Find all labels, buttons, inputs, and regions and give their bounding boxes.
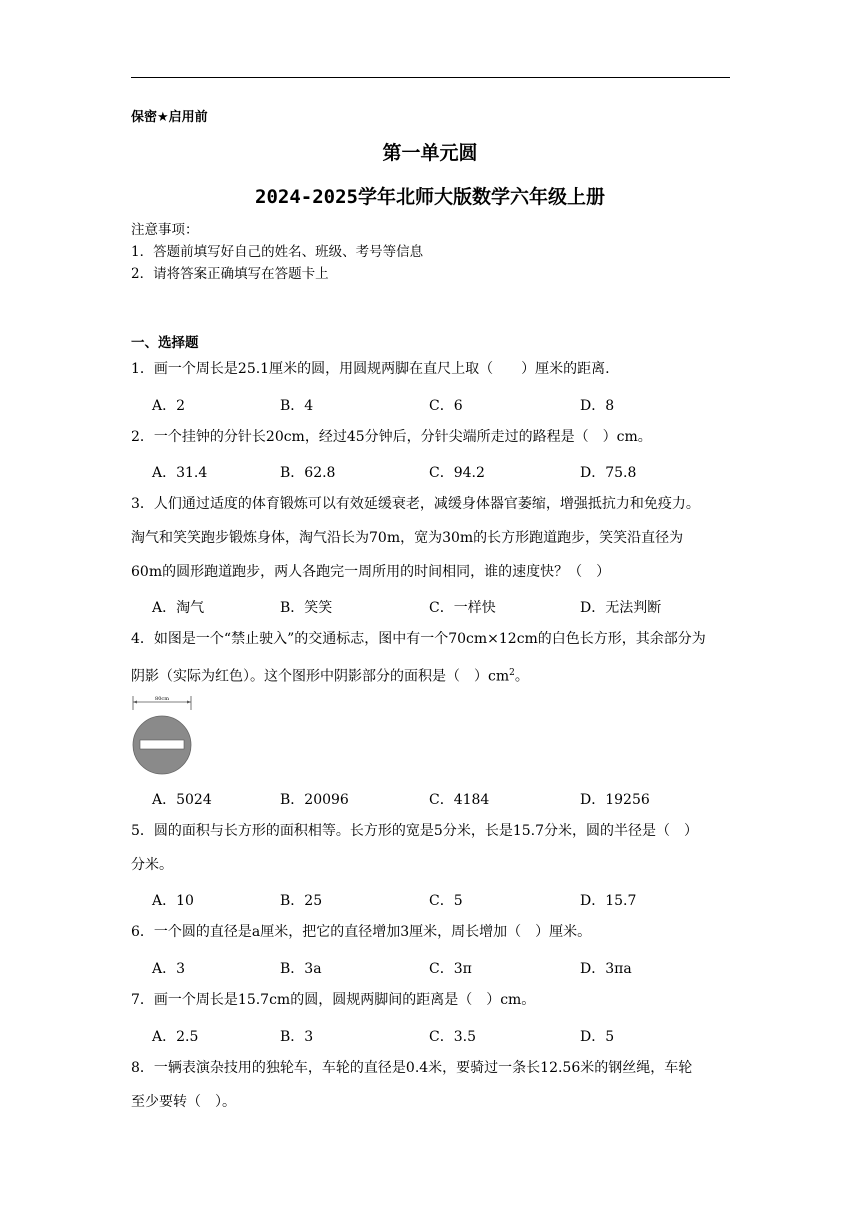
question-line: 1．画一个周长是25.1厘米的圆，用圆规两脚在直尺上取（ ）厘米的距离. — [131, 361, 610, 377]
option-b: B．25 — [280, 893, 323, 909]
question-2 — [131, 420, 731, 454]
notes-block — [131, 219, 423, 285]
question-line: 60m的圆形跑道跑步，两人各跑完一周所用的时间相同，谁的速度快？（ ） — [131, 564, 611, 580]
question-line: 8．一辆表演杂技用的独轮车，车轮的直径是0.4米，要骑过一条长12.56米的钢丝绳，车轮 — [131, 1060, 693, 1076]
no-entry-sign-figure — [131, 692, 193, 777]
sign-white-bar — [140, 740, 184, 749]
option-b: B．3a — [280, 961, 322, 977]
question-7-options — [152, 1026, 732, 1046]
option-d: D．3πa — [580, 961, 632, 977]
question-5 — [131, 814, 731, 882]
option-c: C．4184 — [429, 792, 490, 808]
secret-label: 保密★启用前 — [131, 110, 208, 125]
question-2-options — [152, 462, 732, 482]
option-a: A．5024 — [152, 792, 212, 808]
question-5-options — [152, 890, 732, 910]
question-8 — [131, 1051, 731, 1119]
option-c: C．一样快 — [429, 600, 496, 616]
question-line: 4．如图是一个“禁止驶入”的交通标志，图中有一个70cm×12cm的白色长方形，其余部分为 — [131, 631, 706, 647]
option-d: D．19256 — [580, 792, 650, 808]
option-b: B．62.8 — [280, 465, 336, 481]
option-b: B．笑笑 — [280, 600, 333, 616]
option-c: C．3.5 — [429, 1029, 476, 1045]
option-a: A．3 — [152, 961, 186, 977]
option-c: C．94.2 — [429, 465, 485, 481]
option-a: A．2.5 — [152, 1029, 199, 1045]
question-line: 至少要转（ ）。 — [131, 1094, 236, 1110]
question-7 — [131, 983, 731, 1017]
option-b: B．20096 — [280, 792, 349, 808]
question-line: 3．人们通过适度的体育锻炼可以有效延缓衰老，减缓身体器官萎缩，增强抵抗力和免疫力。 — [131, 496, 700, 512]
option-d: D．15.7 — [580, 893, 637, 909]
figure-dimension-label: 80cm — [155, 696, 169, 702]
option-c: C．6 — [429, 398, 463, 414]
question-line: 5．圆的面积与长方形的面积相等。长方形的宽是5分米，长是15.7分米，圆的半径是（ ） — [131, 823, 698, 839]
option-d: D．8 — [580, 398, 615, 414]
question-line: 7．画一个周长是15.7cm的圆，圆规两脚间的距离是（ ）cm。 — [131, 992, 536, 1008]
option-d: D．5 — [580, 1029, 615, 1045]
option-a: A．31.4 — [152, 465, 208, 481]
question-6 — [131, 915, 731, 949]
page-title: 第一单元圆 — [382, 142, 478, 164]
option-b: B．3 — [280, 1029, 314, 1045]
notes-item: 1．答题前填写好自己的姓名、班级、考号等信息 — [131, 244, 424, 260]
option-a: A．淘气 — [152, 600, 205, 616]
page-subtitle: 2024-2025学年北师大版数学六年级上册 — [255, 186, 605, 208]
question-4 — [131, 622, 731, 694]
question-line: 分米。 — [131, 857, 173, 873]
question-line: 2．一个挂钟的分针长20cm，经过45分钟后，分针尖端所走过的路程是（ ）cm。 — [131, 429, 652, 445]
option-a: A．10 — [152, 893, 194, 909]
question-3 — [131, 487, 731, 589]
question-line: 阴影（实际为红色）。这个图形中阴影部分的面积是（ ）$cm^2$。 — [131, 668, 529, 685]
question-1 — [131, 352, 731, 386]
option-a: A．2 — [152, 398, 186, 414]
option-d: D．75.8 — [580, 465, 637, 481]
section-title: 一、选择题 — [131, 335, 199, 351]
question-3-options — [152, 597, 732, 617]
header-rule — [131, 77, 730, 78]
question-line: 淘气和笑笑跑步锻炼身体，淘气沿长为70m，宽为30m的长方形跑道跑步，笑笑沿直径为 — [131, 530, 684, 546]
option-c: C．3π — [429, 961, 472, 977]
option-b: B．4 — [280, 398, 314, 414]
question-line: 6．一个圆的直径是a厘米，把它的直径增加3厘米，周长增加（ ）厘米。 — [131, 924, 592, 940]
option-c: C．5 — [429, 893, 463, 909]
question-4-options — [152, 789, 732, 809]
question-6-options — [152, 958, 732, 978]
notes-item: 2．请将答案正确填写在答题卡上 — [131, 266, 329, 282]
option-d: D．无法判断 — [580, 600, 662, 616]
notes-heading: 注意事项： — [131, 222, 199, 238]
question-1-options — [152, 395, 732, 415]
